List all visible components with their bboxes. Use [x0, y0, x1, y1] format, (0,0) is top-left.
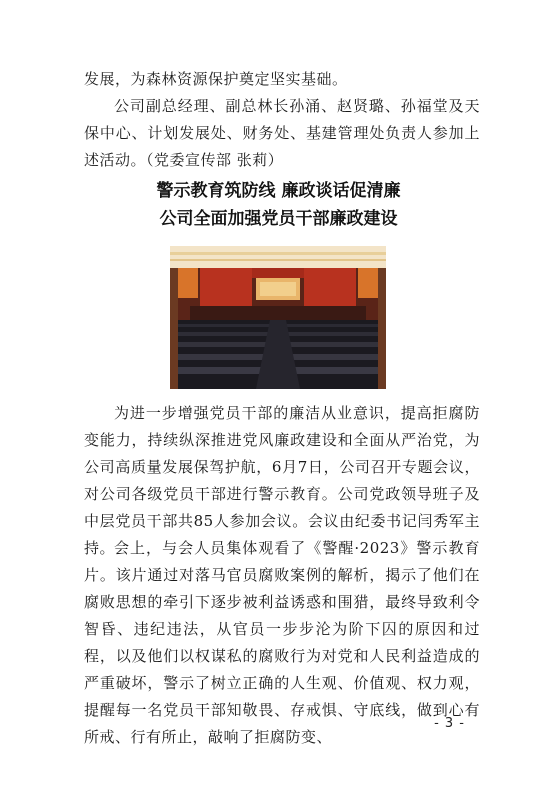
- article-title-line-2: 公司全面加强党员干部廉政建设: [159, 209, 398, 229]
- body-paragraph-1: 为进一步增强党员干部的廉洁从业意识，提高拒腐防变能力，持续纵深推进党风廉政建设和全面从严治党，为公司高质量发展保驾护航，6月7日，公司召开专题会议，对公司各级党员干部进行警示教育。公司党政领导班子及中层党员干部共85人参加会议。会议由纪委书记闫秀军主持。: [84, 404, 480, 557]
- body-paragraph-2: 会上，与会人员集体观看了《警醒·2023》警示教育片。该片通过对落马官员腐败案例的解析，揭示了他们在腐败思想的牵引下逐步被利益诱惑和围猎，最终导致利令智昏、违纪违法，从官员一步步沦为阶下囚的原因和过程，以及他们以权谋私的腐败行为对党和人民利益造成的严重破坏，警示了树立正确的人生观、价值观、权力观，提醒每一名党员干部知敬畏、存戒惧、守底线，做到心有所戒、行有所止，敲响了拒腐防变、: [84, 539, 480, 746]
- stage-shape: [190, 306, 366, 320]
- article-title-line-1: 警示教育筑防线 廉政谈话促清廉: [156, 181, 401, 201]
- ceiling-shape: [170, 246, 386, 268]
- page-number: - 3 -: [434, 716, 465, 731]
- meeting-hall-illustration: [170, 246, 386, 389]
- attendance-paragraph: 公司副总经理、副总林长孙涌、赵贤璐、孙福堂及天保中心、计划发展处、财务处、基建管理处负责人参加上述活动。（党委宣传部 张莉）: [84, 97, 480, 169]
- continued-paragraph: 发展，为森林资源保护奠定坚实基础。: [84, 70, 348, 88]
- meeting-hall-photo: [170, 246, 386, 389]
